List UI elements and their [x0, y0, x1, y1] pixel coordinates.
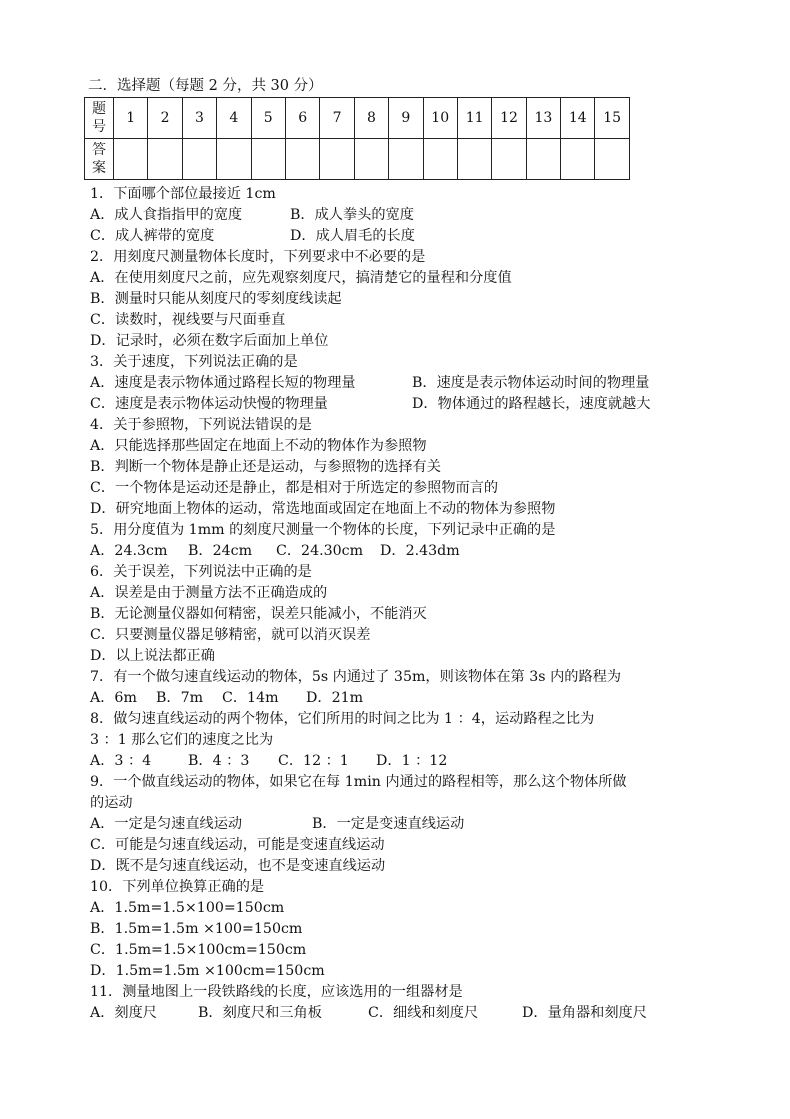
question-line: B．无论测量仪器如何精密，误差只能减小，不能消灭	[90, 606, 427, 622]
question-line: D．以上说法都正确	[90, 648, 215, 664]
row-label-answer: 答 案	[85, 139, 114, 180]
question-line: B．测量时只能从刻度尺的零刻度线读起	[90, 291, 342, 307]
question-list	[90, 184, 730, 1024]
question-line	[90, 688, 730, 709]
answer-cell[interactable]	[526, 139, 560, 180]
question-line: C．只要测量仪器足够精密，就可以消灭误差	[90, 627, 371, 643]
answer-cell[interactable]	[492, 139, 526, 180]
question-line: 10．下列单位换算正确的是	[90, 879, 265, 895]
question-line	[90, 541, 730, 562]
number-cell: 9	[389, 98, 423, 139]
option-text: D．物体通过的路程越长，速度就越大	[412, 396, 651, 412]
answer-cell[interactable]	[148, 139, 182, 180]
option-text: B．一定是变速直线运动	[312, 816, 465, 832]
option-text: B．24cm	[188, 543, 253, 559]
option-text: D．1 ：12	[376, 753, 448, 769]
question-number-row	[85, 98, 630, 139]
question-line: A．只能选择那些固定在地面上不动的物体作为参照物	[90, 438, 427, 454]
option-text: A．一定是匀速直线运动	[90, 816, 243, 832]
number-cell: 2	[148, 98, 182, 139]
number-cell: 6	[285, 98, 319, 139]
question-line: C．1.5m=1.5×100cm=150cm	[90, 942, 307, 958]
number-cell: 11	[457, 98, 491, 139]
question-line	[90, 373, 730, 394]
question-line	[90, 751, 730, 772]
option-text: B．4 ：3	[188, 753, 250, 769]
number-cell: 15	[595, 98, 629, 139]
number-cell: 14	[561, 98, 595, 139]
option-text: A．6m	[90, 690, 137, 706]
number-cell: 1	[114, 98, 148, 139]
option-text: C．成人裤带的宽度	[90, 228, 215, 244]
question-line: 11．测量地图上一段铁路线的长度，应该选用的一组器材是	[90, 984, 463, 1000]
answer-cell[interactable]	[285, 139, 319, 180]
number-cell: 12	[492, 98, 526, 139]
question-line: B．判断一个物体是静止还是运动，与参照物的选择有关	[90, 459, 441, 475]
question-line: D．1.5m=1.5m ×100cm=150cm	[90, 963, 325, 979]
question-line	[90, 226, 730, 247]
option-text: C．14m	[222, 690, 279, 706]
number-cell: 13	[526, 98, 560, 139]
question-line: D．研究地面上物体的运动，常选地面或固定在地面上不动的物体为参照物	[90, 501, 556, 517]
question-line: B．1.5m=1.5m ×100=150cm	[90, 921, 303, 937]
row-label-number: 题 号	[85, 98, 114, 139]
question-line: D．既不是匀速直线运动，也不是变速直线运动	[90, 858, 386, 874]
option-text: B．成人拳头的宽度	[290, 207, 414, 223]
answer-cell[interactable]	[320, 139, 354, 180]
option-text: C．12 ：1	[278, 753, 349, 769]
question-line: A．在使用刻度尺之前，应先观察刻度尺，搞清楚它的量程和分度值	[90, 270, 512, 286]
option-text: D．2.43dm	[380, 543, 460, 559]
option-text: A．速度是表示物体通过路程长短的物理量	[90, 375, 356, 391]
number-cell: 4	[217, 98, 251, 139]
answer-grid	[84, 97, 630, 180]
option-text: B．刻度尺和三角板	[198, 1005, 322, 1021]
question-line: 4．关于参照物，下列说法错误的是	[90, 417, 312, 433]
question-line: 5．用分度值为 1mm 的刻度尺测量一个物体的长度，下列记录中正确的是	[90, 522, 556, 538]
answer-cell[interactable]	[251, 139, 285, 180]
answer-cell[interactable]	[561, 139, 595, 180]
question-line: A．误差是由于测量方法不正确造成的	[90, 585, 328, 601]
option-text: B．速度是表示物体运动时间的物理量	[412, 375, 650, 391]
option-text: A．24.3cm	[90, 543, 168, 559]
question-line: 2．用刻度尺测量物体长度时，下列要求中不必要的是	[90, 249, 426, 265]
option-text: C．细线和刻度尺	[368, 1005, 479, 1021]
question-line	[90, 814, 730, 835]
option-text: D．成人眉毛的长度	[290, 228, 415, 244]
question-line	[90, 394, 730, 415]
question-line: C．读数时，视线要与尺面垂直	[90, 312, 286, 328]
question-line: 3 ：1 那么它们的速度之比为	[90, 732, 274, 748]
number-cell: 8	[354, 98, 388, 139]
question-line: 1．下面哪个部位最接近 1cm	[90, 186, 276, 202]
question-line: C．可能是匀速直线运动，可能是变速直线运动	[90, 837, 385, 853]
number-cell: 3	[182, 98, 216, 139]
answer-cell[interactable]	[217, 139, 251, 180]
question-line: C．一个物体是运动还是静止，都是相对于所选定的参照物而言的	[90, 480, 499, 496]
answer-cell[interactable]	[182, 139, 216, 180]
answer-row	[85, 139, 630, 180]
answer-cell[interactable]	[457, 139, 491, 180]
number-cell: 5	[251, 98, 285, 139]
question-line: 7．有一个做匀速直线运动的物体，5s 内通过了 35m，则该物体在第 3s 内的路程为	[90, 669, 622, 685]
option-text: C．速度是表示物体运动快慢的物理量	[90, 396, 328, 412]
option-text: C．24.30cm	[276, 543, 364, 559]
question-line: D．记录时，必须在数字后面加上单位	[90, 333, 329, 349]
answer-cell[interactable]	[389, 139, 423, 180]
question-line: 3．关于速度，下列说法正确的是	[90, 354, 298, 370]
option-text: A．成人食指指甲的宽度	[90, 207, 243, 223]
question-line: 9．一个做直线运动的物体，如果它在每 1min 内通过的路程相等，那么这个物体所做	[90, 774, 627, 790]
option-text: D．量角器和刻度尺	[522, 1005, 647, 1021]
question-line: 6．关于误差，下列说法中正确的是	[90, 564, 312, 580]
number-cell: 7	[320, 98, 354, 139]
option-text: A．3 ：4	[90, 753, 152, 769]
answer-cell[interactable]	[423, 139, 457, 180]
question-line: 8．做匀速直线运动的两个物体，它们所用的时间之比为 1 ：4，运动路程之比为	[90, 711, 595, 727]
option-text: D．21m	[306, 690, 364, 706]
option-text: A．刻度尺	[90, 1005, 157, 1021]
number-cell: 10	[423, 98, 457, 139]
option-text: B．7m	[156, 690, 204, 706]
question-line	[90, 1003, 730, 1024]
question-line	[90, 205, 730, 226]
answer-cell[interactable]	[354, 139, 388, 180]
section-title: 二．选择题（每题 2 分，共 30 分）	[88, 78, 323, 94]
question-line: 的运动	[90, 795, 133, 811]
question-line: A．1.5m=1.5×100=150cm	[90, 900, 285, 916]
answer-cell[interactable]	[114, 139, 148, 180]
answer-cell[interactable]	[595, 139, 629, 180]
